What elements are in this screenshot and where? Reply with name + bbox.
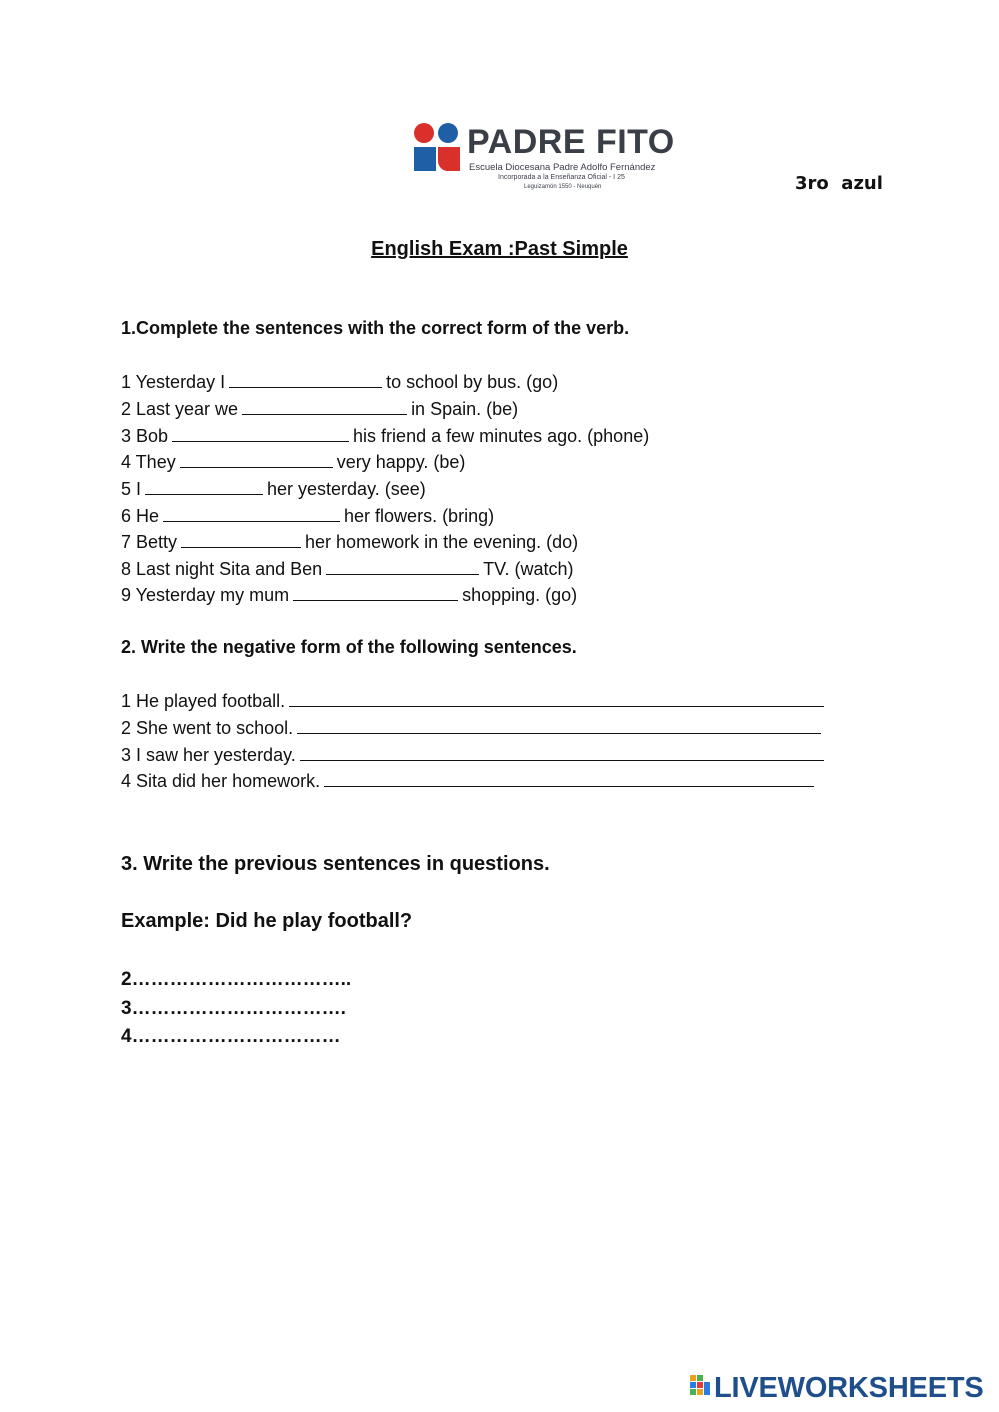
logo-title: PADRE FITO [467, 123, 675, 161]
logo-accreditation: Incorporada a la Enseñanza Oficial - I 25 [498, 174, 625, 181]
answer-blank[interactable] [300, 745, 824, 761]
item-text: 1 He played football. [121, 691, 286, 711]
exercise-1-item [121, 372, 558, 392]
exercise-2-item [121, 771, 818, 791]
item-text: 3 Bob [121, 426, 169, 446]
item-text: her yesterday. (see) [267, 479, 426, 499]
item-text: 4 Sita did her homework. [121, 771, 321, 791]
item-text: his friend a few minutes ago. (phone) [353, 426, 650, 446]
page-title: English Exam :Past Simple [371, 238, 628, 260]
logo-address: Leguizamón 1550 - Neuquén [524, 184, 602, 190]
liveworksheets-logo-icon [690, 1375, 712, 1401]
school-logo-mark-icon [412, 122, 462, 172]
answer-blank[interactable] [145, 479, 263, 495]
answer-blank[interactable] [242, 399, 407, 415]
answer-blank[interactable] [326, 559, 479, 575]
item-text: 9 Yesterday my mum [121, 585, 290, 605]
item-text: her flowers. (bring) [344, 506, 495, 526]
answer-blank[interactable] [297, 718, 821, 734]
section-1-heading: 1.Complete the sentences with the correct form of the verb. [121, 318, 630, 338]
item-text: 4 They [121, 452, 176, 472]
answer-blank[interactable] [172, 426, 349, 442]
item-text: TV. (watch) [483, 559, 574, 579]
school-logo [412, 120, 677, 198]
item-text: 3 I saw her yesterday. [121, 745, 296, 765]
section-3-heading: 3. Write the previous sentences in questions. [121, 853, 550, 875]
exercise-2-item [121, 691, 828, 711]
exercise-1-item [121, 479, 426, 499]
item-text: 2 She went to school. [121, 718, 294, 738]
answer-blank[interactable] [324, 771, 814, 787]
class-label: 3ro azul [795, 173, 883, 194]
exercise-1-item [121, 426, 649, 446]
exercise-1-item [121, 559, 574, 579]
exercise-1-item [121, 506, 494, 526]
item-text: shopping. (go) [462, 585, 578, 605]
answer-blank[interactable] [289, 691, 824, 707]
answer-line[interactable]: 4…………………………… [121, 1026, 341, 1047]
exercise-1-item [121, 532, 578, 552]
item-text: 7 Betty [121, 532, 178, 552]
answer-blank[interactable] [293, 585, 458, 601]
exercise-2-item [121, 745, 828, 765]
answer-blank[interactable] [163, 506, 340, 522]
section-2-heading: 2. Write the negative form of the following sentences. [121, 637, 577, 657]
answer-line[interactable]: 2…………………………….. [121, 969, 352, 990]
exercise-1-item [121, 452, 465, 472]
item-text: 1 Yesterday I [121, 372, 226, 392]
item-text: 2 Last year we [121, 399, 239, 419]
answer-line[interactable]: 3……………………………. [121, 998, 346, 1019]
item-text: in Spain. (be) [411, 399, 519, 419]
logo-subtitle: Escuela Diocesana Padre Adolfo Fernández [469, 162, 656, 173]
item-text: her homework in the evening. (do) [305, 532, 579, 552]
answer-blank[interactable] [180, 452, 333, 468]
exercise-2-item [121, 718, 825, 738]
answer-blank[interactable] [229, 372, 382, 388]
example-sentence: Example: Did he play football? [121, 910, 413, 932]
item-text: 8 Last night Sita and Ben [121, 559, 323, 579]
item-text: very happy. (be) [336, 452, 466, 472]
item-text: to school by bus. (go) [386, 372, 559, 392]
brand-name: LIVEWORKSHEETS [714, 1372, 984, 1404]
item-text: 5 I [121, 479, 142, 499]
exercise-1-item [121, 399, 518, 419]
item-text: 6 He [121, 506, 160, 526]
exercise-1-item [121, 585, 577, 605]
answer-blank[interactable] [181, 532, 301, 548]
